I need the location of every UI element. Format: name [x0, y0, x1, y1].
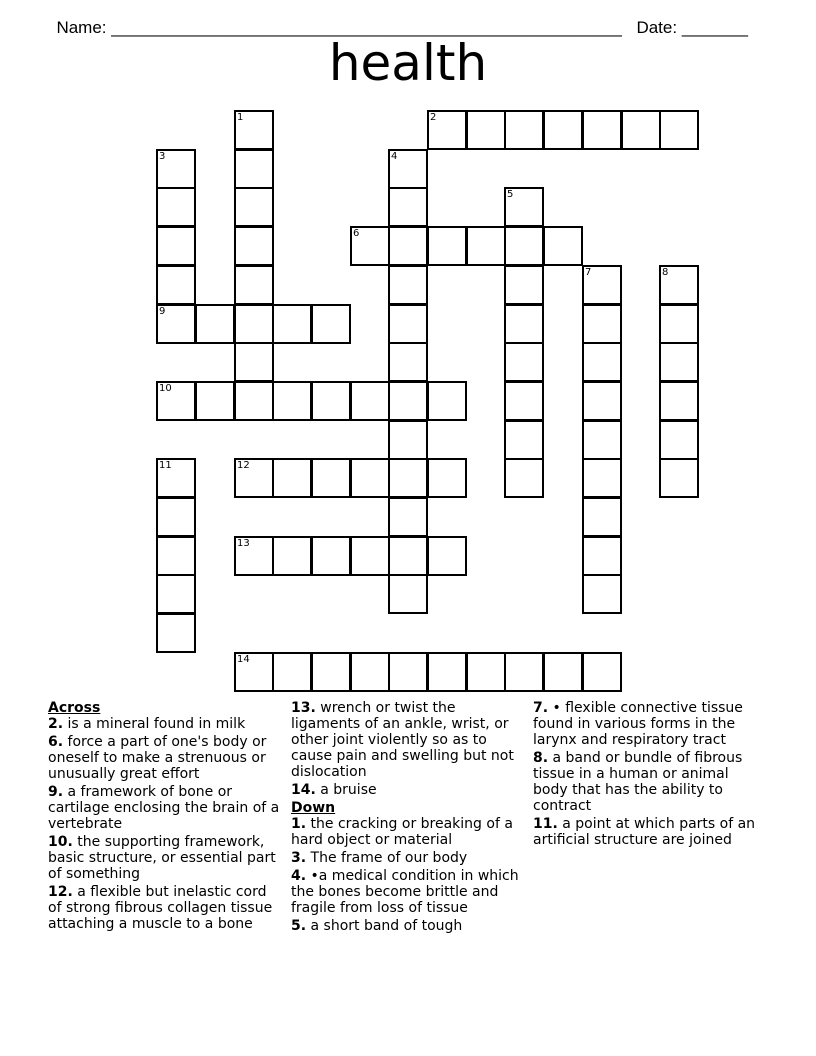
clue-item-text: the cracking or breaking of a hard object or material	[291, 816, 513, 848]
clue-item-number: 6.	[48, 734, 64, 750]
grid-cell[interactable]	[311, 652, 351, 692]
clues-column-3	[533, 700, 765, 850]
grid-cell[interactable]	[156, 381, 196, 421]
clue-item	[291, 782, 523, 798]
grid-cell[interactable]	[156, 149, 196, 189]
clue-number: 1	[237, 112, 244, 123]
clue-item-text: a band or bundle of fibrous tissue in a human or animal body that has the ability to contract	[533, 750, 743, 814]
clue-number: 5	[507, 189, 514, 200]
across-clue-list	[48, 716, 280, 932]
clue-item-number: 2.	[48, 716, 64, 732]
clue-item	[291, 868, 523, 916]
grid-cell[interactable]	[388, 187, 428, 227]
clue-item-number: 13.	[291, 700, 316, 716]
grid-cell[interactable]	[659, 342, 699, 382]
grid-cell[interactable]	[388, 536, 428, 576]
grid-cell[interactable]	[311, 304, 351, 344]
grid-cell[interactable]	[234, 381, 274, 421]
down-heading: Down	[291, 800, 336, 816]
clue-item-text: The frame of our body	[306, 850, 468, 866]
grid-cell[interactable]	[272, 381, 312, 421]
grid-cell[interactable]	[659, 304, 699, 344]
grid-cell[interactable]	[234, 536, 274, 576]
clue-item-number: 11.	[533, 816, 558, 832]
clue-number: 9	[159, 306, 166, 317]
grid-cell[interactable]	[388, 497, 428, 537]
clue-item-number: 14.	[291, 782, 316, 798]
clue-item-number: 4.	[291, 868, 307, 884]
clue-item	[291, 918, 523, 934]
clue-number: 13	[237, 538, 250, 549]
grid-cell[interactable]	[427, 381, 467, 421]
grid-cell[interactable]	[582, 110, 622, 150]
clue-item	[291, 850, 523, 866]
clue-item	[291, 700, 523, 780]
grid-cell[interactable]	[427, 226, 467, 266]
grid-cell[interactable]	[582, 536, 622, 576]
clue-item-number: 5.	[291, 918, 307, 934]
grid-cell[interactable]	[156, 304, 196, 344]
grid-cell[interactable]	[504, 420, 544, 460]
grid-cell[interactable]	[466, 652, 506, 692]
grid-cell[interactable]	[272, 458, 312, 498]
clue-item	[48, 784, 280, 832]
date-line: _______	[681, 18, 749, 37]
clue-item-text: wrench or twist the ligaments of an ankle, wrist, or other joint violently so as to cause pain and swelling but not dislocation	[291, 700, 514, 780]
grid-cell[interactable]	[543, 110, 583, 150]
grid-cell[interactable]	[388, 226, 428, 266]
clues-column-2	[291, 700, 523, 936]
grid-cell[interactable]	[582, 574, 622, 614]
clue-item	[533, 750, 765, 814]
grid-cell[interactable]	[234, 342, 274, 382]
clue-item	[533, 816, 765, 848]
name-line: ______________________________________________________	[111, 18, 622, 37]
clue-item	[48, 884, 280, 932]
grid-cell[interactable]	[582, 304, 622, 344]
grid-cell[interactable]	[427, 110, 467, 150]
clue-item-text: a bruise	[315, 782, 377, 798]
grid-cell[interactable]	[659, 458, 699, 498]
grid-cell[interactable]	[195, 381, 235, 421]
grid-cell[interactable]	[504, 226, 544, 266]
grid-cell[interactable]	[388, 265, 428, 305]
clue-number: 11	[159, 460, 172, 471]
grid-cell[interactable]	[427, 652, 467, 692]
across-clue-list-cont	[291, 700, 523, 798]
grid-cell[interactable]	[234, 458, 274, 498]
grid-cell[interactable]	[582, 265, 622, 305]
grid-cell[interactable]	[388, 381, 428, 421]
clue-number: 2	[430, 112, 437, 123]
clue-number: 3	[159, 151, 166, 162]
clue-item-number: 7.	[533, 700, 549, 716]
grid-cell[interactable]	[504, 304, 544, 344]
clue-item-text: •a medical condition in which the bones become brittle and fragile from loss of tissue	[291, 868, 519, 916]
grid-cell[interactable]	[388, 420, 428, 460]
grid-cell[interactable]	[659, 420, 699, 460]
grid-cell[interactable]	[504, 187, 544, 227]
grid-cell[interactable]	[466, 226, 506, 266]
clue-item	[291, 816, 523, 848]
grid-cell[interactable]	[234, 149, 274, 189]
clue-item-text: a flexible but inelastic cord of strong fibrous collagen tissue attaching a muscle to a bone	[48, 884, 273, 932]
grid-cell[interactable]	[388, 342, 428, 382]
grid-cell[interactable]	[195, 304, 235, 344]
grid-cell[interactable]	[156, 613, 196, 653]
clue-number: 6	[353, 228, 360, 239]
grid-cell[interactable]	[427, 458, 467, 498]
grid-cell[interactable]	[582, 342, 622, 382]
grid-cell[interactable]	[156, 458, 196, 498]
grid-cell[interactable]	[504, 381, 544, 421]
grid-cell[interactable]	[388, 458, 428, 498]
date-label: Date:	[636, 18, 678, 37]
grid-cell[interactable]	[504, 342, 544, 382]
grid-cell[interactable]	[156, 574, 196, 614]
grid-cell[interactable]	[234, 110, 274, 150]
grid-cell[interactable]	[350, 458, 390, 498]
clue-item-number: 9.	[48, 784, 64, 800]
clue-item-text: the supporting framework, basic structure, or essential part of something	[48, 834, 276, 882]
grid-cell[interactable]	[659, 381, 699, 421]
grid-cell[interactable]	[272, 304, 312, 344]
grid-cell[interactable]	[234, 265, 274, 305]
grid-cell[interactable]	[582, 420, 622, 460]
grid-cell[interactable]	[156, 226, 196, 266]
grid-cell[interactable]	[350, 536, 390, 576]
grid-cell[interactable]	[272, 536, 312, 576]
grid-cell[interactable]	[504, 458, 544, 498]
clue-item-text: • flexible connective tissue found in various forms in the larynx and respiratory tract	[533, 700, 743, 748]
grid-cell[interactable]	[156, 265, 196, 305]
clue-item-text: force a part of one's body or oneself to make a strenuous or unusually great effort	[48, 734, 267, 782]
grid-cell[interactable]	[388, 304, 428, 344]
page-title: health	[328, 34, 488, 92]
grid-cell[interactable]	[582, 652, 622, 692]
grid-cell[interactable]	[350, 381, 390, 421]
clue-item-number: 3.	[291, 850, 307, 866]
clue-item-number: 10.	[48, 834, 73, 850]
clue-number: 7	[585, 267, 592, 278]
grid-cell[interactable]	[234, 304, 274, 344]
clue-item-text: a point at which parts of an artificial structure are joined	[533, 816, 756, 848]
grid-cell[interactable]	[311, 381, 351, 421]
grid-cell[interactable]	[427, 536, 467, 576]
clue-item-number: 1.	[291, 816, 307, 832]
grid-cell[interactable]	[234, 187, 274, 227]
grid-cell[interactable]	[388, 652, 428, 692]
grid-cell[interactable]	[234, 652, 274, 692]
clue-number: 12	[237, 460, 250, 471]
down-clue-list	[291, 816, 523, 934]
grid-cell[interactable]	[466, 110, 506, 150]
grid-cell[interactable]	[156, 497, 196, 537]
clue-item	[48, 834, 280, 882]
grid-cell[interactable]	[504, 110, 544, 150]
grid-cell[interactable]	[582, 497, 622, 537]
grid-cell[interactable]	[659, 265, 699, 305]
grid-cell[interactable]	[582, 381, 622, 421]
clue-number: 8	[662, 267, 669, 278]
clue-number: 10	[159, 383, 172, 394]
clue-item-text: a framework of bone or cartilage enclosing the brain of a vertebrate	[48, 784, 280, 832]
across-heading: Across	[48, 700, 101, 716]
grid-cell[interactable]	[311, 536, 351, 576]
grid-cell[interactable]	[311, 458, 351, 498]
clue-number: 14	[237, 654, 250, 665]
grid-cell[interactable]	[272, 652, 312, 692]
name-label: Name:	[56, 18, 107, 37]
grid-cell[interactable]	[582, 458, 622, 498]
grid-cell[interactable]	[388, 574, 428, 614]
clue-number: 4	[391, 151, 398, 162]
grid-cell[interactable]	[504, 265, 544, 305]
grid-cell[interactable]	[543, 652, 583, 692]
grid-cell[interactable]	[543, 226, 583, 266]
grid-cell[interactable]	[156, 187, 196, 227]
down-clue-list-cont	[533, 700, 765, 848]
grid-cell[interactable]	[504, 652, 544, 692]
clue-item-text: is a mineral found in milk	[63, 716, 246, 732]
clue-item-number: 12.	[48, 884, 73, 900]
clue-item-text: a short band of tough	[306, 918, 463, 934]
grid-cell[interactable]	[659, 110, 699, 150]
grid-cell[interactable]	[350, 652, 390, 692]
clues-column-1	[48, 700, 280, 934]
grid-cell[interactable]	[234, 226, 274, 266]
grid-cell[interactable]	[621, 110, 661, 150]
grid-cell[interactable]	[350, 226, 390, 266]
grid-cell[interactable]	[388, 149, 428, 189]
clue-item	[533, 700, 765, 748]
grid-cell[interactable]	[156, 536, 196, 576]
clue-item	[48, 716, 280, 732]
clue-item-number: 8.	[533, 750, 549, 766]
clue-item	[48, 734, 280, 782]
